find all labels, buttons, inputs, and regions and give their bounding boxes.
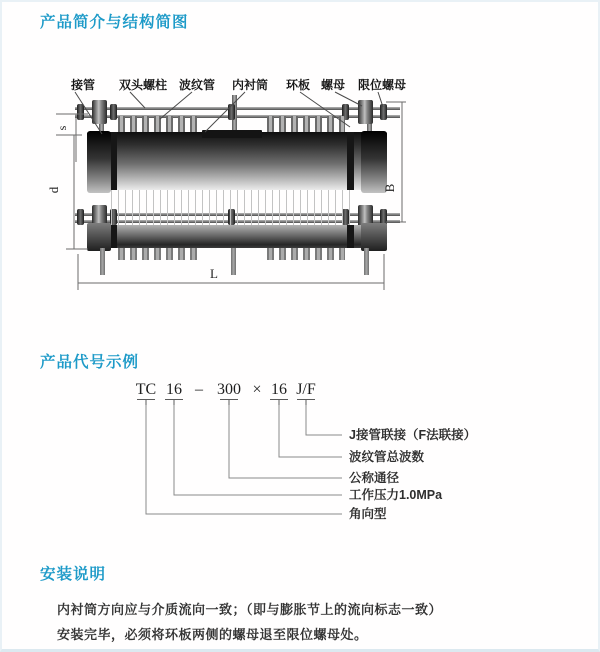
install-note-line2: 安装完毕，必须将环板两侧的螺母退至限位螺母处。 — [57, 627, 368, 642]
code-example-diagram — [2, 372, 600, 542]
callout-connector — [174, 405, 342, 495]
code-part-times: × — [252, 381, 262, 398]
code-tick — [270, 400, 288, 406]
dimension-b-label: B — [382, 183, 397, 193]
code-tick — [297, 400, 315, 406]
callout-connection: J接管联接（F法联接） — [349, 428, 477, 442]
section-title-install: 安装说明 — [40, 566, 107, 583]
code-part-connection: J/F — [296, 381, 316, 398]
code-part-type: TC — [135, 381, 157, 398]
part-label-ring-plate: 环板 — [285, 78, 311, 92]
install-note-line1: 内衬筒方向应与介质流向一致；（即与膨胀节上的流向标志一致） — [57, 602, 443, 617]
part-label-pipe: 接管 — [70, 78, 96, 92]
code-tick — [220, 400, 238, 406]
code-part-diameter: 300 — [217, 381, 241, 398]
leader-line — [335, 92, 362, 106]
dimension-l-lines — [78, 254, 384, 290]
callout-pressure: 工作压力1.0MPa — [349, 488, 443, 502]
code-part-pressure: 16 — [166, 381, 182, 398]
dimension-b-lines — [386, 102, 406, 222]
dimension-l-label: L — [210, 266, 218, 281]
part-label-limit-nut: 限位螺母 — [357, 78, 407, 92]
code-tick — [165, 400, 183, 406]
callout-connector — [229, 405, 342, 478]
callout-diameter: 公称通径 — [349, 471, 400, 485]
callout-type: 角向型 — [349, 507, 387, 521]
dimension-s-label: s — [55, 125, 69, 131]
part-label-bellows: 波纹管 — [178, 78, 216, 92]
section-title-intro: 产品简介与结构简图 — [40, 14, 189, 31]
dimension-d-lines — [66, 135, 88, 249]
leader-line — [130, 92, 145, 108]
part-label-stud: 双头螺柱 — [118, 78, 168, 92]
callout-connector — [306, 405, 342, 435]
dimension-d-label: d — [46, 186, 61, 194]
code-tick — [137, 400, 155, 406]
section-title-code: 产品代号示例 — [40, 354, 140, 371]
part-label-liner: 内衬筒 — [231, 78, 269, 92]
leader-line — [160, 92, 192, 119]
leader-line — [75, 92, 102, 134]
part-label-nut: 螺母 — [320, 78, 346, 92]
structure-diagram — [42, 62, 462, 302]
leader-line — [378, 92, 383, 107]
leader-line — [205, 92, 245, 132]
leader-line — [300, 92, 350, 127]
diagram-annotations — [42, 62, 462, 302]
callout-connector — [146, 405, 342, 514]
callout-connector — [279, 405, 342, 457]
dimension-s-lines — [56, 114, 88, 162]
code-part-dash: – — [195, 381, 203, 398]
callout-waves: 波纹管总波数 — [349, 450, 425, 464]
code-part-waves: 16 — [271, 381, 287, 398]
